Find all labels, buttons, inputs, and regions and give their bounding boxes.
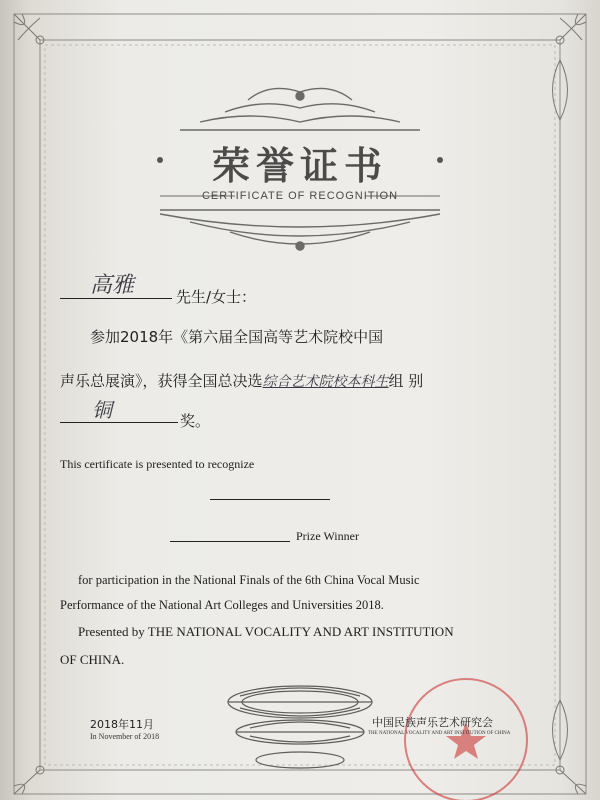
award-line [60, 422, 178, 423]
award-suffix: 奖。 [180, 412, 211, 430]
body-cn-line2 [60, 370, 423, 391]
presented-to-text: This certificate is presented to recognize [60, 457, 255, 471]
corner-ornament-bottom-left [14, 766, 44, 794]
issuing-org-cn: 中国民族声乐艺术研究会 [372, 716, 493, 729]
participation-line1: for participation in the National Finals of the 6th China Vocal Music [78, 573, 420, 587]
division-handwritten: 综合艺术院校本科生 [262, 374, 389, 390]
recipient-name-line [60, 298, 172, 299]
english-name-line [210, 499, 330, 500]
corner-ornament-top-left [14, 14, 44, 44]
seal-star-icon [406, 680, 526, 800]
body-cn-line1: 参加2018年《第六届全国高等艺术院校中国 [90, 328, 384, 346]
official-seal [404, 678, 528, 800]
certificate-title: 荣誉证书 [211, 143, 388, 188]
issue-date-cn: 2018年11月 [90, 718, 154, 731]
recipient-name-handwritten: 高雅 [90, 273, 135, 298]
title-top-ornament [180, 88, 420, 130]
recipient-salutation: 先生/女士： [176, 288, 257, 306]
issue-date-en: In November of 2018 [90, 732, 160, 741]
award-handwritten: 铜 [92, 398, 112, 422]
certificate-subtitle: CERTIFICATE OF RECOGNITION [201, 190, 399, 202]
bottom-medallion-ornament [228, 686, 372, 768]
body-cn-line2-prefix: 声乐总展演》，获得全国总决选 [60, 372, 263, 390]
body-cn-line2-suffix: 组 别 [388, 372, 424, 390]
corner-ornament-bottom-right [553, 700, 587, 794]
presented-by-line1: Presented by THE NATIONAL VOCALITY AND ART INSTITUTION [78, 624, 454, 639]
corner-ornament-top-right [553, 14, 587, 120]
prize-line [170, 541, 290, 542]
title-bottom-ornament [160, 210, 440, 250]
prize-winner-label: Prize Winner [296, 529, 359, 543]
participation-line2: Performance of the National Art Colleges and Universities 2018. [60, 598, 384, 612]
presented-by-line2: OF CHINA. [60, 652, 125, 667]
issuing-org-en: THE NATIONAL VOCALITY AND ART INSTITUTION OF CHINA [368, 731, 511, 736]
